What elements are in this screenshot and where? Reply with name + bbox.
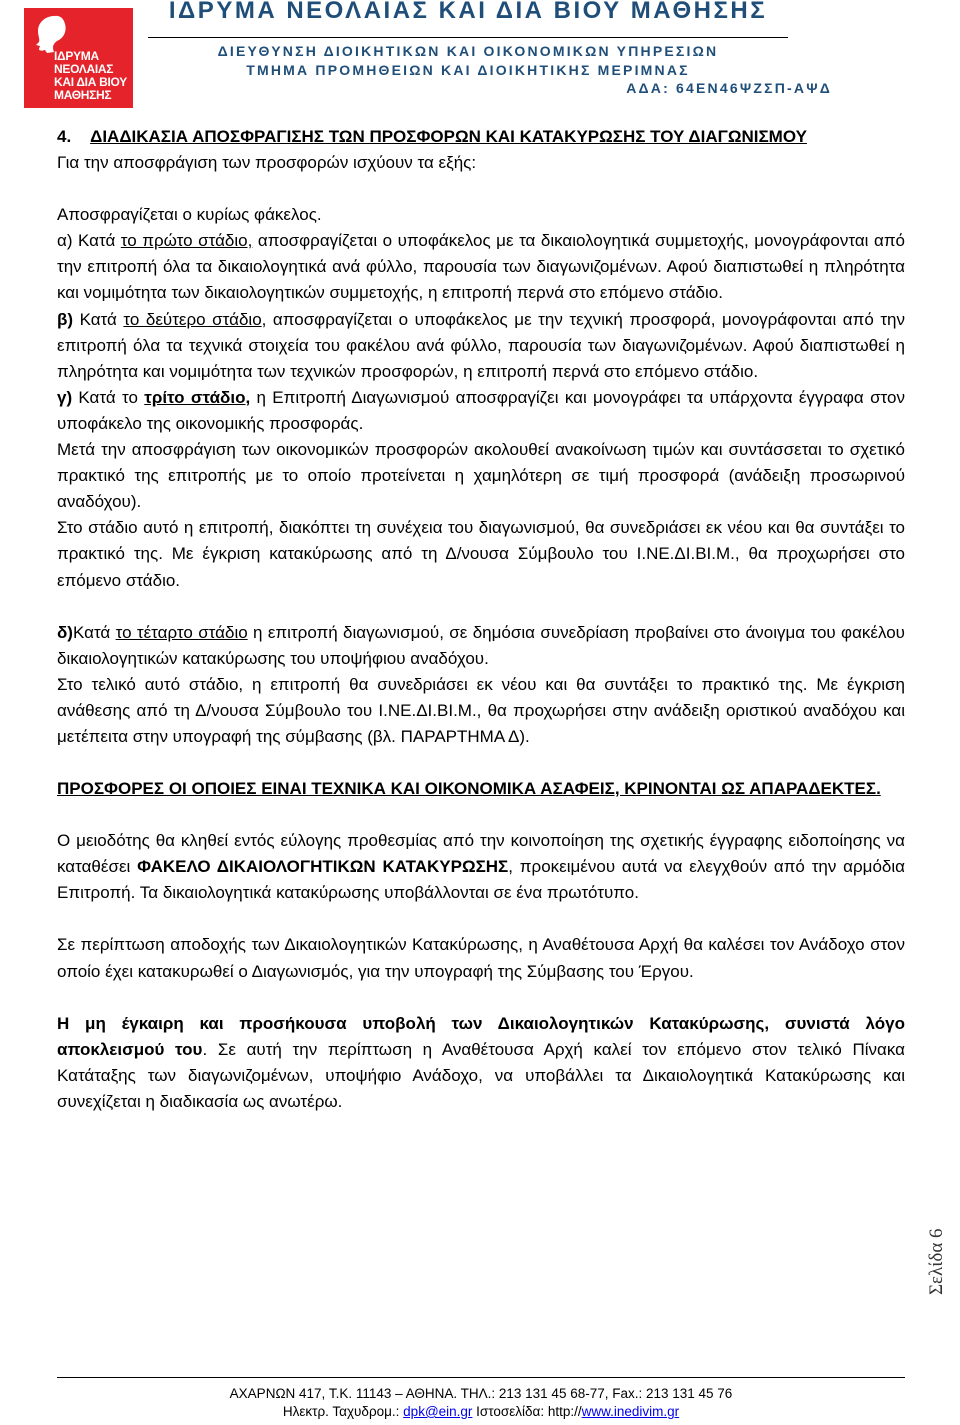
spacer <box>57 594 905 620</box>
award-documents-envelope: ΦΑΚΕΛΟ ΔΙΚΑΙΟΛΟΓΗΤΙΚΩΝ ΚΑΤΑΚΥΡΩΣΗΣ <box>137 857 509 877</box>
face-profile-icon <box>34 14 70 54</box>
final-stage-paragraph: Στο τελικό αυτό στάδιο, η επιτροπή θα συνεδριάσει εκ νέου και θα συντάξει το πρακτικό της. Με έγκριση ανάθεσης από τη Δ/νουσα Σύμβουλο του Ι.ΝΕ.ΔΙ.ΒΙ.Μ., θα προχωρήσει στην ανάδειξη οριστικού αναδόχου και μετέπειτα στην υπογραφή της σύμβασης (βλ. ΠΑΡΑΡΤΗΜΑ Δ). <box>57 674 905 746</box>
stage-c-text: η Επιτροπή Διαγωνισμού αποσφραγίζει και μονογράφει τα υπάρχοντα έγγραφα στον υποφάκελο της οικονομικής προσφοράς. <box>57 387 905 433</box>
ada-label: ΑΔΑ: <box>626 80 670 96</box>
stage-a-title: το πρώτο στάδιο, <box>120 231 253 251</box>
bidder-text-pre: Ο μειοδότης θα κληθεί εντός εύλογης προθεσμίας από την κοινοποίηση της σχετικής έγγραφης ειδοποίησης να καταθέσει <box>57 831 905 877</box>
stage-c-paragraph <box>57 385 905 437</box>
website-label: Ιστοσελίδα: http:// <box>472 1404 582 1419</box>
logo-text <box>54 50 127 102</box>
stage-d-label: δ) <box>57 622 73 642</box>
section-number: 4. <box>57 127 72 146</box>
intro-paragraph: Για την αποσφράγιση των προσφορών ισχύουν τα εξής: <box>57 153 477 173</box>
stage-d-text: η επιτροπή διαγωνισμού, σε δημόσια συνεδρίαση προβαίνει στο άνοιγμα του φακέλου δικαιολογητικών κατακύρωσης του υποψήφιου αναδόχου. <box>57 622 905 668</box>
stage-b-text: , αποσφραγίζεται ο υποφάκελος με την τεχνική προσφορά, μονογράφονται από την επιτροπή όλα τα τεχνικά στοιχεία του φακέλου ανά φύλλο, παρουσία των διαγωνιζομένων. Αφού διαπιστωθεί η πληρότητα και νομιμότητα των τεχνικών προσφορών, η επιτροπή περνά στο επόμενο στάδιο. <box>57 309 905 381</box>
bidder-text-post: , προκειμένου αυτά να ελεγχθούν από την αρμόδια Επιτροπή. Τα δικαιολογητικά κατακύρωσης υποβάλλονται σε ένα πρωτότυπο. <box>57 857 905 903</box>
logo-line: ΝΕΟΛΑΙΑΣ <box>54 62 114 76</box>
header-divider <box>148 37 788 38</box>
award-approval-paragraph: Στο στάδιο αυτό η επιτροπή, διακόπτει τη συνέχεια του διαγωνισμού, θα συνεδριάσει εκ νέου και θα συντάξει το πρακτικό της. Με έγκριση κατακύρωσης από τη Δ/νουσα Σύμβουλο του Ι.ΝΕ.ΔΙ.ΒΙ.Μ., θα προχωρήσει στο επόμενο στάδιο. <box>57 518 905 590</box>
spacer <box>57 906 905 932</box>
stage-a-label: α) Κατά <box>57 231 121 251</box>
stage-c-pre: Κατά το <box>72 387 145 407</box>
stage-c-label: γ) <box>57 387 73 407</box>
directorate-line: ΔΙΕΥΘΥΝΣΗ ΔΙΟΙΚΗΤΙΚΩΝ ΚΑΙ ΟΙΚΟΝΟΜΙΚΩΝ ΥΠΗΡΕΣΙΩΝ <box>217 43 719 59</box>
stage-a-paragraph <box>57 228 905 306</box>
section-title: ΔΙΑΔΙΚΑΣΙΑ ΑΠΟΣΦΡΑΓΙΣΗΣ ΤΩΝ ΠΡΟΣΦΟΡΩΝ ΚΑΙ ΚΑΤΑΚΥΡΩΣΗΣ ΤΟΥ ΔΙΑΓΩΝΙΣΜΟΥ <box>90 127 807 146</box>
bidder-documents-paragraph <box>57 828 905 906</box>
organization-logo <box>24 8 133 108</box>
stage-d-paragraph <box>57 620 905 672</box>
logo-line: ΙΔΡΥΜΑ <box>54 49 99 63</box>
stage-b-label: β) <box>57 309 74 329</box>
spacer <box>57 176 905 202</box>
price-announcement-paragraph: Μετά την αποσφράγιση των οικονομικών προσφορών ακολουθεί ανακοίνωση τιμών και συντάσσεται το σχετικό πρακτικό της επιτροπής με το οποίο προτείνεται η χαμηλότερη σε τιμή προσφορά (ανάδειξη προσωρινού αναδόχου). <box>57 440 905 512</box>
footer-contacts <box>57 1404 905 1419</box>
email-link[interactable]: dpk@ein.gr <box>403 1404 473 1419</box>
contract-signing-paragraph: Σε περίπτωση αποδοχής των Δικαιολογητικών Κατακύρωσης, η Αναθέτουσα Αρχή θα καλέσει τον Ανάδοχο στον οποίο έχει κατακυρωθεί ο Διαγωνισμός, για την υπογραφή της Σύμβασης του Έργου. <box>57 935 905 981</box>
spacer <box>57 802 905 828</box>
logo-line: ΜΑΘΗΣΗΣ <box>54 88 112 102</box>
logo-line: ΚΑΙ ΔΙΑ ΒΙΟΥ <box>54 75 127 89</box>
section-heading <box>57 124 905 150</box>
exclusion-paragraph <box>57 1011 905 1115</box>
stage-c-title: τρίτο στάδιο, <box>144 387 251 407</box>
ada-value: 64ΕΝ46ΨΖΣΠ-ΑΨΔ <box>676 80 832 96</box>
stage-d-title: το τέταρτο στάδιο <box>115 622 248 642</box>
stage-a-text: αποσφραγίζεται ο υποφάκελος με τα δικαιολογητικά συμμετοχής, μονογράφονται από την επιτροπή όλα τα δικαιολογητικά ανά φύλλο, παρουσία των διαγωνιζομένων. Αφού διαπιστωθεί η πληρότητα και νομιμότητα των δικαιολογητικών συμμετοχής, η επιτροπή περνά στο επόμενο στάδιο. <box>57 231 905 303</box>
unclear-offers-notice: ΠΡΟΣΦΟΡΕΣ ΟΙ ΟΠΟΙΕΣ ΕΙΝΑΙ ΤΕΧΝΙΚΑ ΚΑΙ ΟΙΚΟΝΟΜΙΚΑ ΑΣΑΦΕΙΣ, ΚΡΙΝΟΝΤΑΙ ΩΣ ΑΠΑΡΑΔΕΚΤΕΣ. <box>57 779 881 799</box>
spacer <box>57 985 905 1011</box>
exclusion-bold-text: Η μη έγκαιρη και προσήκουσα υποβολή των Δικαιολογητικών Κατακύρωσης, συνιστά λόγο αποκλεισμού του <box>57 1013 905 1059</box>
page-number: Σελίδα 6 <box>926 1228 947 1295</box>
exclusion-text: . Σε αυτή την περίπτωση η Αναθέτουσα Αρχή καλεί τον επόμενο στον τελικό Πίνακα Κατάταξης των διαγωνιζομένων, υποψήφιο Ανάδοχο, να υποβάλλει τα Δικαιολογητικά Κατακύρωσης και συνεχίζεται η διαδικασία ως ανωτέρω. <box>57 1039 906 1111</box>
stage-b-pre: Κατά <box>73 309 124 329</box>
main-envelope-paragraph: Αποσφραγίζεται ο κυρίως φάκελος. <box>57 205 322 225</box>
website-link[interactable]: www.inedivim.gr <box>581 1404 680 1419</box>
stage-b-title: το δεύτερο στάδιο <box>123 309 262 329</box>
department-line: ΤΜΗΜΑ ΠΡΟΜΗΘΕΙΩΝ ΚΑΙ ΔΙΟΙΚΗΤΙΚΗΣ ΜΕΡΙΜΝΑΣ <box>246 62 690 78</box>
footer-divider <box>57 1377 905 1378</box>
spacer <box>57 750 905 776</box>
stage-d-pre: Κατά <box>72 622 116 642</box>
email-label: Ηλεκτρ. Ταχυδρομ.: <box>282 1404 404 1419</box>
document-body <box>57 124 905 1115</box>
footer-address: ΑΧΑΡΝΩΝ 417, Τ.Κ. 11143 – ΑΘΗΝΑ. ΤΗΛ.: 213 131 45 68-77, Fax.: 213 131 45 76 <box>229 1386 733 1401</box>
ada-line <box>570 80 832 96</box>
stage-b-paragraph <box>57 307 905 385</box>
organization-title: ΙΔΡΥΜΑ ΝΕΟΛΑΙΑΣ ΚΑΙ ΔΙΑ ΒΙΟΥ ΜΑΘΗΣΗΣ <box>168 0 768 24</box>
